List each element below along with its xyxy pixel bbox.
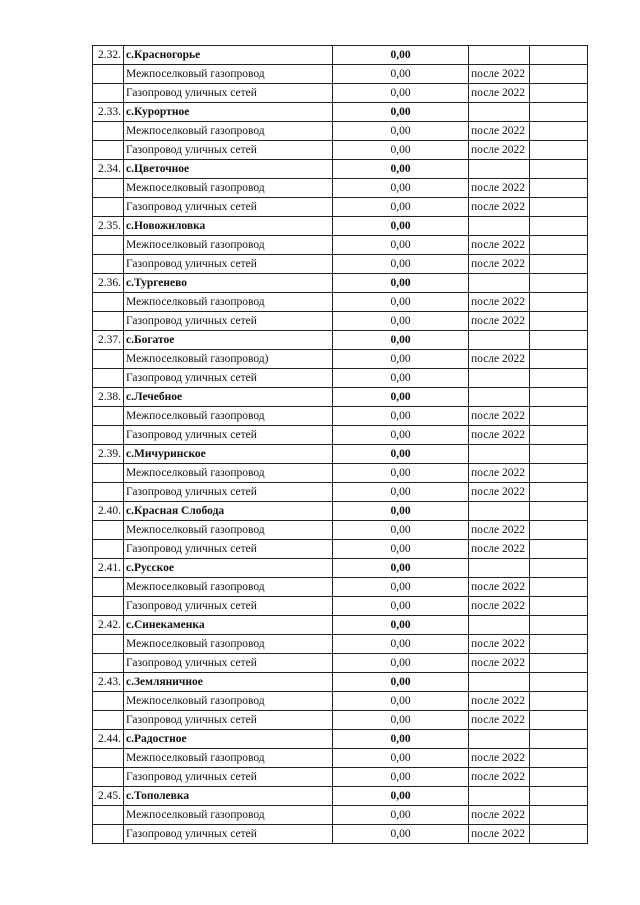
empty-cell bbox=[93, 578, 124, 597]
pipeline-name: Газопровод уличных сетей bbox=[124, 84, 333, 103]
pipeline-row bbox=[93, 255, 588, 274]
empty-cell bbox=[530, 806, 588, 825]
pipeline-value: 0,00 bbox=[333, 65, 469, 84]
pipeline-row bbox=[93, 198, 588, 217]
settlement-name: с.Радостное bbox=[124, 730, 333, 749]
empty-cell bbox=[93, 198, 124, 217]
pipeline-value: 0,00 bbox=[333, 483, 469, 502]
pipeline-row bbox=[93, 635, 588, 654]
empty-cell bbox=[469, 502, 530, 521]
empty-cell bbox=[530, 502, 588, 521]
empty-cell bbox=[530, 160, 588, 179]
pipeline-row bbox=[93, 806, 588, 825]
empty-cell bbox=[469, 673, 530, 692]
empty-cell bbox=[93, 141, 124, 160]
pipeline-year: после 2022 bbox=[469, 122, 530, 141]
pipeline-year: после 2022 bbox=[469, 806, 530, 825]
empty-cell bbox=[530, 388, 588, 407]
settlement-total: 0,00 bbox=[333, 616, 469, 635]
empty-cell bbox=[530, 141, 588, 160]
empty-cell bbox=[469, 616, 530, 635]
pipeline-value: 0,00 bbox=[333, 122, 469, 141]
empty-cell bbox=[530, 236, 588, 255]
empty-cell bbox=[93, 749, 124, 768]
empty-cell bbox=[530, 65, 588, 84]
pipeline-row bbox=[93, 654, 588, 673]
empty-cell bbox=[530, 331, 588, 350]
pipeline-year bbox=[469, 369, 530, 388]
empty-cell bbox=[530, 103, 588, 122]
section-number: 2.40. bbox=[93, 502, 124, 521]
pipeline-name: Газопровод уличных сетей bbox=[124, 654, 333, 673]
pipeline-row bbox=[93, 692, 588, 711]
pipeline-row bbox=[93, 369, 588, 388]
pipeline-row bbox=[93, 122, 588, 141]
pipeline-year: после 2022 bbox=[469, 350, 530, 369]
empty-cell bbox=[530, 179, 588, 198]
pipeline-value: 0,00 bbox=[333, 806, 469, 825]
settlement-total: 0,00 bbox=[333, 46, 469, 65]
pipeline-row bbox=[93, 464, 588, 483]
settlement-name: с.Мичуринское bbox=[124, 445, 333, 464]
pipeline-year: после 2022 bbox=[469, 65, 530, 84]
section-number: 2.45. bbox=[93, 787, 124, 806]
empty-cell bbox=[93, 654, 124, 673]
settlement-row bbox=[93, 388, 588, 407]
section-number: 2.37. bbox=[93, 331, 124, 350]
empty-cell bbox=[93, 692, 124, 711]
empty-cell bbox=[530, 274, 588, 293]
empty-cell bbox=[93, 768, 124, 787]
pipeline-name: Межпоселковый газопровод bbox=[124, 806, 333, 825]
pipeline-name: Газопровод уличных сетей bbox=[124, 141, 333, 160]
empty-cell bbox=[530, 46, 588, 65]
settlement-total: 0,00 bbox=[333, 502, 469, 521]
empty-cell bbox=[93, 711, 124, 730]
settlement-name: с.Тургенево bbox=[124, 274, 333, 293]
pipeline-value: 0,00 bbox=[333, 464, 469, 483]
empty-cell bbox=[93, 426, 124, 445]
empty-cell bbox=[93, 179, 124, 198]
empty-cell bbox=[530, 312, 588, 331]
settlement-total: 0,00 bbox=[333, 787, 469, 806]
settlement-name: с.Курортное bbox=[124, 103, 333, 122]
settlement-row bbox=[93, 103, 588, 122]
empty-cell bbox=[530, 350, 588, 369]
empty-cell bbox=[469, 103, 530, 122]
empty-cell bbox=[469, 445, 530, 464]
pipeline-row bbox=[93, 521, 588, 540]
pipeline-year: после 2022 bbox=[469, 597, 530, 616]
pipeline-name: Газопровод уличных сетей bbox=[124, 483, 333, 502]
settlement-row bbox=[93, 160, 588, 179]
pipeline-value: 0,00 bbox=[333, 654, 469, 673]
pipeline-value: 0,00 bbox=[333, 255, 469, 274]
settlement-name: с.Богатое bbox=[124, 331, 333, 350]
pipeline-row bbox=[93, 768, 588, 787]
empty-cell bbox=[530, 711, 588, 730]
pipeline-name: Газопровод уличных сетей bbox=[124, 825, 333, 844]
empty-cell bbox=[93, 540, 124, 559]
settlement-total: 0,00 bbox=[333, 445, 469, 464]
empty-cell bbox=[530, 692, 588, 711]
settlement-name: с.Земляничное bbox=[124, 673, 333, 692]
pipeline-row bbox=[93, 141, 588, 160]
empty-cell bbox=[93, 255, 124, 274]
pipeline-row bbox=[93, 749, 588, 768]
settlement-total: 0,00 bbox=[333, 274, 469, 293]
empty-cell bbox=[93, 597, 124, 616]
pipeline-name: Межпоселковый газопровод bbox=[124, 65, 333, 84]
pipeline-year: после 2022 bbox=[469, 540, 530, 559]
empty-cell bbox=[469, 730, 530, 749]
settlement-name: с.Цветочное bbox=[124, 160, 333, 179]
empty-cell bbox=[530, 407, 588, 426]
empty-cell bbox=[93, 369, 124, 388]
pipeline-year: после 2022 bbox=[469, 749, 530, 768]
pipeline-year: после 2022 bbox=[469, 692, 530, 711]
pipeline-name: Межпоселковый газопровод bbox=[124, 521, 333, 540]
pipeline-year: после 2022 bbox=[469, 312, 530, 331]
empty-cell bbox=[469, 274, 530, 293]
empty-cell bbox=[530, 597, 588, 616]
section-number: 2.34. bbox=[93, 160, 124, 179]
pipeline-year: после 2022 bbox=[469, 179, 530, 198]
pipeline-year: после 2022 bbox=[469, 198, 530, 217]
settlement-row bbox=[93, 445, 588, 464]
pipeline-name: Межпоселковый газопровод bbox=[124, 749, 333, 768]
pipeline-name: Газопровод уличных сетей bbox=[124, 312, 333, 331]
section-number: 2.41. bbox=[93, 559, 124, 578]
pipeline-year: после 2022 bbox=[469, 825, 530, 844]
pipeline-row bbox=[93, 426, 588, 445]
empty-cell bbox=[530, 445, 588, 464]
empty-cell bbox=[93, 825, 124, 844]
settlement-total: 0,00 bbox=[333, 160, 469, 179]
empty-cell bbox=[469, 46, 530, 65]
settlement-row bbox=[93, 559, 588, 578]
pipeline-value: 0,00 bbox=[333, 179, 469, 198]
settlement-total: 0,00 bbox=[333, 559, 469, 578]
section-number: 2.32. bbox=[93, 46, 124, 65]
section-number: 2.35. bbox=[93, 217, 124, 236]
settlement-row bbox=[93, 46, 588, 65]
empty-cell bbox=[469, 217, 530, 236]
settlement-total: 0,00 bbox=[333, 388, 469, 407]
settlement-row bbox=[93, 217, 588, 236]
pipeline-value: 0,00 bbox=[333, 407, 469, 426]
settlement-name: с.Русское bbox=[124, 559, 333, 578]
empty-cell bbox=[530, 559, 588, 578]
empty-cell bbox=[93, 464, 124, 483]
section-number: 2.33. bbox=[93, 103, 124, 122]
pipeline-name: Газопровод уличных сетей bbox=[124, 198, 333, 217]
pipeline-year: после 2022 bbox=[469, 654, 530, 673]
pipeline-name: Межпоселковый газопровод bbox=[124, 122, 333, 141]
pipeline-name: Газопровод уличных сетей bbox=[124, 711, 333, 730]
pipeline-value: 0,00 bbox=[333, 293, 469, 312]
empty-cell bbox=[530, 198, 588, 217]
pipeline-value: 0,00 bbox=[333, 198, 469, 217]
settlement-row bbox=[93, 616, 588, 635]
pipeline-row bbox=[93, 179, 588, 198]
pipeline-value: 0,00 bbox=[333, 236, 469, 255]
pipeline-year: после 2022 bbox=[469, 578, 530, 597]
pipeline-row bbox=[93, 597, 588, 616]
settlement-row bbox=[93, 787, 588, 806]
empty-cell bbox=[469, 787, 530, 806]
empty-cell bbox=[93, 350, 124, 369]
pipeline-name: Газопровод уличных сетей bbox=[124, 255, 333, 274]
pipeline-name: Межпоселковый газопровод) bbox=[124, 350, 333, 369]
pipeline-name: Газопровод уличных сетей bbox=[124, 597, 333, 616]
empty-cell bbox=[93, 521, 124, 540]
pipeline-row bbox=[93, 711, 588, 730]
pipeline-name: Межпоселковый газопровод bbox=[124, 464, 333, 483]
empty-cell bbox=[530, 521, 588, 540]
settlement-name: с.Синекаменка bbox=[124, 616, 333, 635]
empty-cell bbox=[93, 312, 124, 331]
empty-cell bbox=[93, 635, 124, 654]
settlement-row bbox=[93, 502, 588, 521]
pipeline-row bbox=[93, 483, 588, 502]
pipeline-year: после 2022 bbox=[469, 768, 530, 787]
pipeline-year: после 2022 bbox=[469, 426, 530, 445]
pipeline-value: 0,00 bbox=[333, 426, 469, 445]
table-body bbox=[93, 46, 588, 844]
empty-cell bbox=[530, 768, 588, 787]
pipeline-name: Межпоселковый газопровод bbox=[124, 179, 333, 198]
empty-cell bbox=[530, 749, 588, 768]
pipeline-row bbox=[93, 312, 588, 331]
empty-cell bbox=[469, 331, 530, 350]
section-number: 2.36. bbox=[93, 274, 124, 293]
empty-cell bbox=[93, 84, 124, 103]
pipeline-row bbox=[93, 293, 588, 312]
pipeline-name: Межпоселковый газопровод bbox=[124, 692, 333, 711]
empty-cell bbox=[93, 483, 124, 502]
empty-cell bbox=[469, 559, 530, 578]
pipeline-name: Газопровод уличных сетей bbox=[124, 540, 333, 559]
empty-cell bbox=[530, 787, 588, 806]
settlement-name: с.Тополевка bbox=[124, 787, 333, 806]
empty-cell bbox=[530, 730, 588, 749]
empty-cell bbox=[469, 160, 530, 179]
settlement-total: 0,00 bbox=[333, 103, 469, 122]
settlement-name: с.Новожиловка bbox=[124, 217, 333, 236]
pipeline-name: Межпоселковый газопровод bbox=[124, 407, 333, 426]
gasification-table bbox=[92, 45, 588, 844]
pipeline-name: Межпоселковый газопровод bbox=[124, 236, 333, 255]
empty-cell bbox=[530, 654, 588, 673]
pipeline-value: 0,00 bbox=[333, 141, 469, 160]
empty-cell bbox=[530, 825, 588, 844]
empty-cell bbox=[530, 84, 588, 103]
settlement-row bbox=[93, 274, 588, 293]
empty-cell bbox=[530, 578, 588, 597]
settlement-row bbox=[93, 331, 588, 350]
section-number: 2.43. bbox=[93, 673, 124, 692]
pipeline-year: после 2022 bbox=[469, 464, 530, 483]
pipeline-year: после 2022 bbox=[469, 711, 530, 730]
pipeline-value: 0,00 bbox=[333, 540, 469, 559]
settlement-name: с.Лечебное bbox=[124, 388, 333, 407]
pipeline-year: после 2022 bbox=[469, 84, 530, 103]
empty-cell bbox=[530, 293, 588, 312]
pipeline-value: 0,00 bbox=[333, 692, 469, 711]
pipeline-row bbox=[93, 540, 588, 559]
pipeline-name: Газопровод уличных сетей bbox=[124, 369, 333, 388]
pipeline-year: после 2022 bbox=[469, 141, 530, 160]
pipeline-value: 0,00 bbox=[333, 84, 469, 103]
pipeline-value: 0,00 bbox=[333, 597, 469, 616]
settlement-total: 0,00 bbox=[333, 730, 469, 749]
pipeline-year: после 2022 bbox=[469, 483, 530, 502]
settlement-row bbox=[93, 673, 588, 692]
pipeline-year: после 2022 bbox=[469, 293, 530, 312]
empty-cell bbox=[93, 293, 124, 312]
pipeline-value: 0,00 bbox=[333, 768, 469, 787]
pipeline-name: Межпоселковый газопровод bbox=[124, 578, 333, 597]
pipeline-row bbox=[93, 350, 588, 369]
settlement-total: 0,00 bbox=[333, 331, 469, 350]
pipeline-year: после 2022 bbox=[469, 407, 530, 426]
empty-cell bbox=[93, 236, 124, 255]
settlement-name: с.Красная Слобода bbox=[124, 502, 333, 521]
section-number: 2.38. bbox=[93, 388, 124, 407]
pipeline-value: 0,00 bbox=[333, 711, 469, 730]
empty-cell bbox=[530, 616, 588, 635]
pipeline-name: Межпоселковый газопровод bbox=[124, 635, 333, 654]
settlement-name: с.Красногорье bbox=[124, 46, 333, 65]
pipeline-value: 0,00 bbox=[333, 825, 469, 844]
empty-cell bbox=[530, 673, 588, 692]
pipeline-value: 0,00 bbox=[333, 369, 469, 388]
pipeline-year: после 2022 bbox=[469, 635, 530, 654]
pipeline-value: 0,00 bbox=[333, 521, 469, 540]
pipeline-value: 0,00 bbox=[333, 749, 469, 768]
section-number: 2.39. bbox=[93, 445, 124, 464]
pipeline-year: после 2022 bbox=[469, 236, 530, 255]
pipeline-value: 0,00 bbox=[333, 578, 469, 597]
empty-cell bbox=[93, 122, 124, 141]
empty-cell bbox=[530, 540, 588, 559]
section-number: 2.44. bbox=[93, 730, 124, 749]
empty-cell bbox=[530, 464, 588, 483]
empty-cell bbox=[530, 483, 588, 502]
pipeline-row bbox=[93, 825, 588, 844]
pipeline-name: Газопровод уличных сетей bbox=[124, 426, 333, 445]
pipeline-name: Межпоселковый газопровод bbox=[124, 293, 333, 312]
empty-cell bbox=[93, 407, 124, 426]
pipeline-value: 0,00 bbox=[333, 312, 469, 331]
empty-cell bbox=[93, 806, 124, 825]
section-number: 2.42. bbox=[93, 616, 124, 635]
pipeline-year: после 2022 bbox=[469, 521, 530, 540]
empty-cell bbox=[93, 65, 124, 84]
pipeline-row bbox=[93, 578, 588, 597]
empty-cell bbox=[530, 369, 588, 388]
settlement-total: 0,00 bbox=[333, 673, 469, 692]
pipeline-row bbox=[93, 407, 588, 426]
pipeline-row bbox=[93, 84, 588, 103]
empty-cell bbox=[469, 388, 530, 407]
empty-cell bbox=[530, 217, 588, 236]
pipeline-year: после 2022 bbox=[469, 255, 530, 274]
settlement-row bbox=[93, 730, 588, 749]
pipeline-row bbox=[93, 65, 588, 84]
settlement-total: 0,00 bbox=[333, 217, 469, 236]
pipeline-value: 0,00 bbox=[333, 350, 469, 369]
pipeline-row bbox=[93, 236, 588, 255]
pipeline-name: Газопровод уличных сетей bbox=[124, 768, 333, 787]
pipeline-value: 0,00 bbox=[333, 635, 469, 654]
empty-cell bbox=[530, 122, 588, 141]
empty-cell bbox=[530, 635, 588, 654]
empty-cell bbox=[530, 255, 588, 274]
empty-cell bbox=[530, 426, 588, 445]
